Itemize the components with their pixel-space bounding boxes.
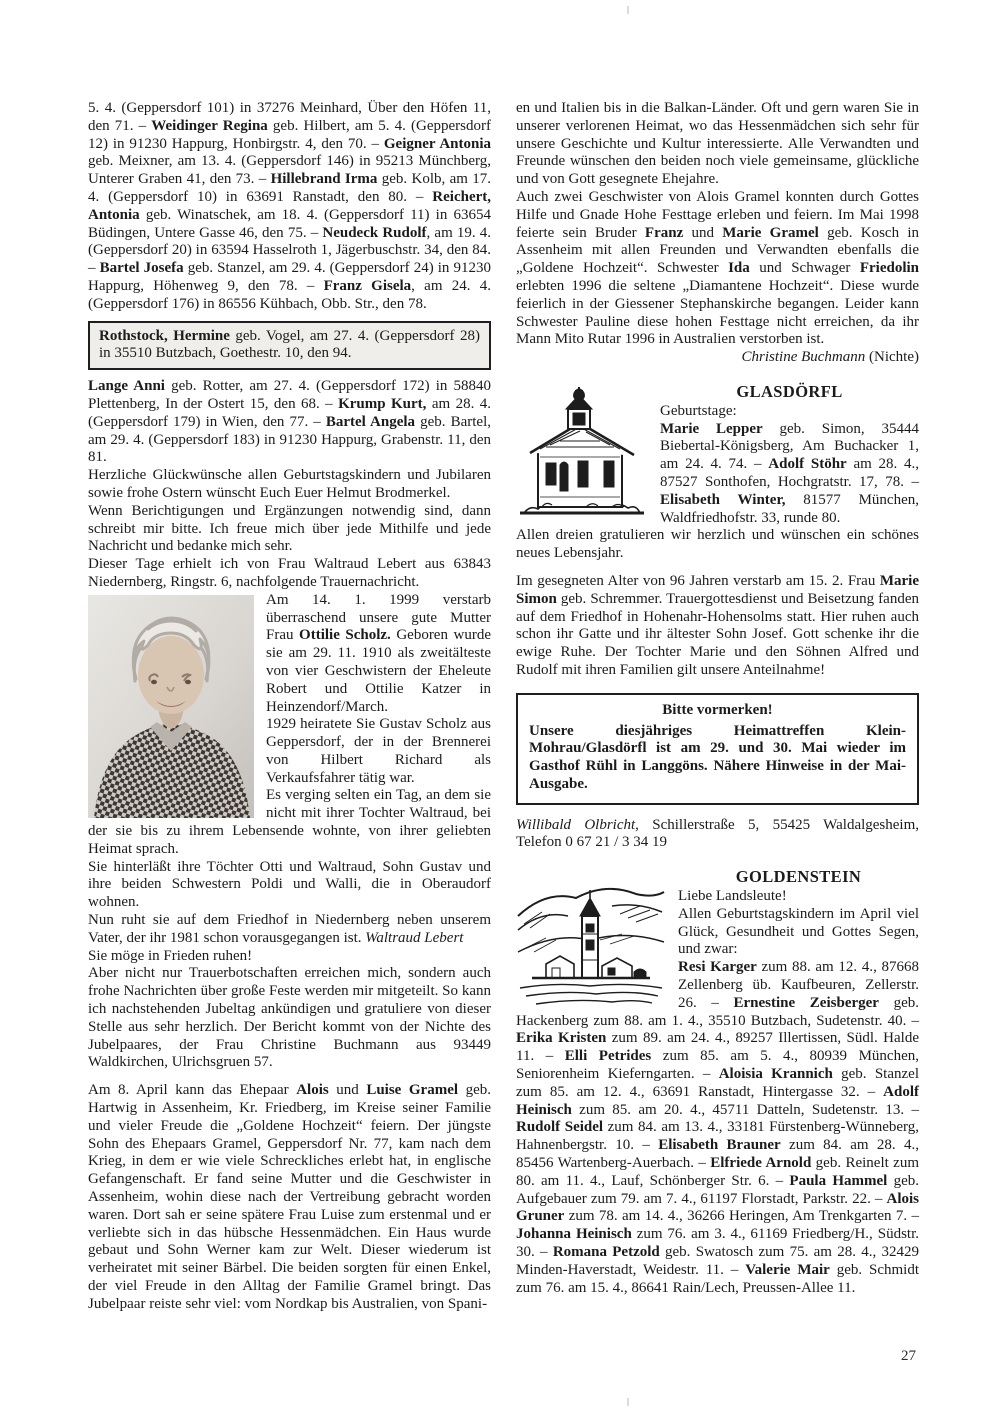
marie-simon-obituary: Im gesegneten Alter von 96 Jahren verstarb am 15. 2. Frau Marie Simon geb. Schremmer. Trauergottesdienst und Beisetzung fanden auf dem Friedhof in Hohenahr-Hohensolms statt. Hier ruhen auch schon ihr Gatte und ihr ältester Sohn Josef. Gott schenke ihr die ewige Ruhe. Der Tochter Marie und den Söhnen Alfred und Rudolf mit ihren Familien gilt unsere Anteilnahme! bbox=[516, 572, 919, 678]
left-column bbox=[88, 100, 491, 1314]
notice-title: Bitte vormerken! bbox=[662, 701, 773, 718]
obituary-p6: Sie möge in Frieden ruhen! bbox=[88, 947, 253, 964]
glasdorfl-birthdays: Marie Lepper geb. Simon, 35444 Biebertal-Königsberg, Am Buchacker 1, am 24. 4. 74. – Adolf Stöhr am 28. 4., 87527 Sonthofen, Hochgratstr. 17, 78. – Elisabeth Winter, 81577 München, Waldfriedhofstr. 33, runde 80. bbox=[660, 420, 920, 526]
goldenstein-title: GOLDENSTEIN bbox=[735, 867, 862, 887]
obituary-p1: Am 14. 1. 1999 verstarb überraschend unsere gute Mutter Frau Ottilie Scholz. Geboren wurde sie am 29. 11. 1910 als zweitälteste von vier Geschwistern der Eheleute Robert und Ottilie Katzer in Heinzendorf/March. bbox=[266, 591, 491, 715]
glasdorfl-section bbox=[516, 383, 919, 563]
obituary-p5: Nun ruht sie auf dem Friedhof in Niedernberg neben unserem Vater, der ihr 1981 schon vorausgegangen ist. Waltraud Lebert bbox=[88, 912, 491, 946]
glasdorfl-birthdays-label: Geburtstage: bbox=[660, 402, 737, 419]
crop-mark-top bbox=[627, 6, 629, 14]
obituary-scholz bbox=[88, 592, 491, 1073]
corrections-paragraph: Wenn Berichtigungen und Ergänzungen notwendig sind, dann schreibt mir bitte. Ich freue mich über jede Mithilfe und jede Nachricht und bedanke mich sehr. bbox=[88, 502, 491, 555]
travel-paragraph: en und Italien bis in die Balkan-Länder. Oft und gern waren Sie in unserer verlorenen Heimat, wo das Hessenmädchen sich sehr für unsere Geschichte und Kultur interessierte. Alle Verwandten und Freunde wünschen den beiden noch viele gemeinsame, glückliche und von Gott gesegnete Ehejahre. bbox=[516, 100, 919, 188]
golden-wedding-paragraph: Am 8. April kann das Ehepaar Alois und Luise Gramel geb. Hartwig in Assenheim, Kr. Friedberg, im Kreise seiner Familie und vieler Freude die „Goldene Hochzeit“ feiern. Der jüngste Sohn des Ehepaars Gramel, Geppersdorf Nr. 77, kam nach dem Krieg, in dem er wie viele Schreckliches erlebt hat, in englische Gefangenschaft. Er fand seine Mutter und die Geschwister in Assenheim, wohin diese nach der Vertreibung gebracht worden waren. Dort sah er seine spätere Frau Luise zum erstenmal und er verliebte sich in das hübsche Hessenmädchen. Ein Haus wurde gebaut und Sohn Werner kam zur Welt. Dieser wiederum ist verheiratet mit seiner Bärbel. Die beiden sorgten für einen Enkel, der viel Freude in den Alltag der Familie Gramel bringt. Das Jubelpaar reiste sehr viel: vom Nordkap bis Australien, von Spani- bbox=[88, 1082, 491, 1312]
rothstock-box bbox=[88, 321, 491, 371]
goldenstein-section bbox=[516, 868, 919, 1297]
glasdorfl-title: GLASDÖRFL bbox=[736, 381, 843, 401]
village-illustration bbox=[516, 872, 666, 1008]
notice-body: Unsere diesjähriges Heimattreffen Klein-Mohrau/Glasdörfl ist am 29. und 30. Mai wieder im Gasthof Rühl in Langgöns. Nähere Hinweise in der Mai-Ausgabe. bbox=[529, 722, 906, 792]
goldenstein-greeting: Liebe Landsleute! bbox=[678, 888, 787, 905]
rothstock-box-text: Rothstock, Hermine geb. Vogel, am 27. 4. (Geppersdorf 28) in 35510 Butzbach, Goethestr. 10, den 94. bbox=[99, 327, 480, 362]
crop-mark-bottom bbox=[627, 1398, 629, 1406]
birthday-list-lange: Lange Anni geb. Rotter, am 27. 4. (Geppersdorf 172) in 58840 Plettenberg, In der Ostert 15, den 68. – Krump Kurt, am 28. 4. (Geppersdorf 179) in Wien, den 77. – Bartel Angela geb. Bartel, am 29. 4. (Geppersdorf 183) in 91230 Happurg, Grabenstr. 11, den 81. bbox=[88, 378, 492, 466]
trauernachricht-intro: Dieser Tage erhielt ich von Frau Waltraud Lebert aus 63843 Niedernberg, Ringstr. 6, nachfolgende Trauernachricht. bbox=[88, 556, 491, 590]
glasdorfl-closing: Allen dreien gratulieren wir herzlich und wünschen ein schönes neues Lebensjahr. bbox=[516, 527, 919, 562]
birthday-list-continued: 5. 4. (Geppersdorf 101) in 37276 Meinhard, Über den Höfen 11, den 71. – Weidinger Regina geb. Hilbert, am 5. 4. (Geppersdorf 12) in 91230 Happurg, Honbirgstr. 4, den 70. – Geigner Antonia geb. Meixner, am 13. 4. (Geppersdorf 146) in 95213 Münchberg, Unterer Graben 41, den 73. – Hillebrand Irma geb. Kolb, am 17. 4. (Geppersdorf 10) in 63691 Ranstadt, den 80. – Reichert, Antonia geb. Winatschek, am 18. 4. (Geppersdorf 11) in 63654 Büdingen, Untere Gasse 46, den 75. – Neudeck Rudolf, am 19. 4. (Geppersdorf 20) in 63594 Hasselroth 1, Jägerbuschstr. 34, den 84. – Bartel Josefa geb. Stanzel, am 29. 4. (Geppersdorf 24) in 91230 Happurg, Höhenweg 9, den 78. – Franz Gisela, am 24. 4. (Geppersdorf 176) in 86556 Kühbach, Obb. Str., den 78. bbox=[88, 100, 492, 312]
goldenstein-birthdays: Resi Karger zum 88. am 12. 4., 87668 Zellenberg üb. Kaufbeuren, Zellerstr. 26. – Ernestine Zeisberger geb. Hackenberg zum 88. am 1. 4., 35510 Butzbach, Sudetenstr. 40. – Erika Kristen zum 89. am 24. 4., 89257 Illertissen, Südl. Halde 11. – Elli Petrides zum 85. am 5. 4., 80939 München, Seniorenheim Kieferngarten. – Aloisia Krannich geb. Stanzel zum 85. am 12. 4., 63691 Ranstadt, Hintergasse 32. – Adolf Heinisch zum 85. am 20. 4., 45711 Datteln, Sudetenstr. 13. – Rudolf Seidel zum 84. am 13. 4., 33181 Fürstenberg-Wünneberg, Hahnenbergstr. 10. – Elisabeth Brauner zum 84. am 28. 4., 85456 Wartenberg-Auerbach. – Elfriede Arnold geb. Reinelt zum 80. am 11. 4., Lauf, Schönberger Str. 6. – Paula Hammel geb. Aufgebauer zum 79. am 7. 4., 61197 Florstadt, Parkstr. 22. – Alois Gruner zum 78. am 14. 4., 36266 Heringen, Am Trenkgarten 7. – Johanna Heinisch zum 76. am 3. 4., 61169 Friedberg/H., Südstr. 30. – Romana Petzold geb. Swatosch zum 75. am 28. 4., 32429 Minden-Haverstadt, Weidestr. 11. – Valerie Mair geb. Schmidt zum 76. am 15. 4., 86641 Rain/Lech, Preussen-Allee 11. bbox=[516, 959, 920, 1296]
portrait-photo bbox=[88, 595, 254, 818]
contact-line: Willibald Olbricht, Schillerstraße 5, 55425 Waldalgesheim, Telefon 0 67 21 / 3 34 19 bbox=[516, 816, 920, 851]
right-column bbox=[516, 100, 919, 1297]
page-number: 27 bbox=[901, 1348, 916, 1364]
signature-line: Christine Buchmann (Nichte) bbox=[741, 349, 919, 366]
obituary-p7: Aber nicht nur Trauerbotschaften erreichen mich, sondern auch frohe Nachrichten über große Feste werden mir mitgeteilt. So kann ich nachstehenden Jubeltag ankündigen und gratuliere von dieser Stelle aus sehr herzlich. Der Bericht kommt von der Nichte des Jubelpaares, der Frau Christine Buchmann aus 93449 Waldkirchen, Ulrichsgruen 57. bbox=[88, 965, 491, 1071]
obituary-p3: Es verging selten ein Tag, an dem sie nicht mit ihrer Tochter Waltraud, bei der sie bis zu ihrem Lebensende wohnte, von ihrer geliebten Heimat sprach. bbox=[88, 787, 491, 857]
obituary-p2: 1929 heiratete Sie Gustav Scholz aus Geppersdorf, der in der Brennerei von Hilbert Richard als Verkaufsfahrer tätig war. bbox=[266, 716, 491, 786]
obituary-p4: Sie hinterläßt ihre Töchter Otti und Waltraud, Sohn Gustav und ihre beiden Schwestern Poldi und Walli, die in Oberaudorf wohnen. bbox=[88, 858, 491, 911]
chapel-illustration bbox=[516, 387, 648, 523]
goldenstein-intro: Allen Geburtstagskindern im April viel Glück, Gesundheit und Gottes Segen, und zwar: bbox=[678, 905, 919, 958]
siblings-paragraph: Auch zwei Geschwister von Alois Gramel konnten durch Gottes Hilfe und Gnade Hohe Festtage erleben und feiern. Im Mai 1998 feierte sein Bruder Franz und Marie Gramel geb. Kosch in Assenheim mit allen Freunden und Verwandten ebenfalls die „Goldene Hochzeit“. Schwester Ida und Schwager Friedolin erlebten 1996 die seltene „Diamantene Hochzeit“. Diese wurde feierlich in der Giessener Stephanskirche begangen. Leider kann Schwester Pauline diese hohen Festtage nicht erreichen, da ihr Mann Mito Rutar 1996 in Australien verstorben ist. bbox=[516, 188, 919, 348]
greetings-paragraph: Herzliche Glückwünsche allen Geburtstagskindern und Jubilaren sowie frohe Ostern wünscht Euch Euer Helmut Brodmerkel. bbox=[88, 467, 491, 501]
notice-box bbox=[516, 693, 919, 805]
